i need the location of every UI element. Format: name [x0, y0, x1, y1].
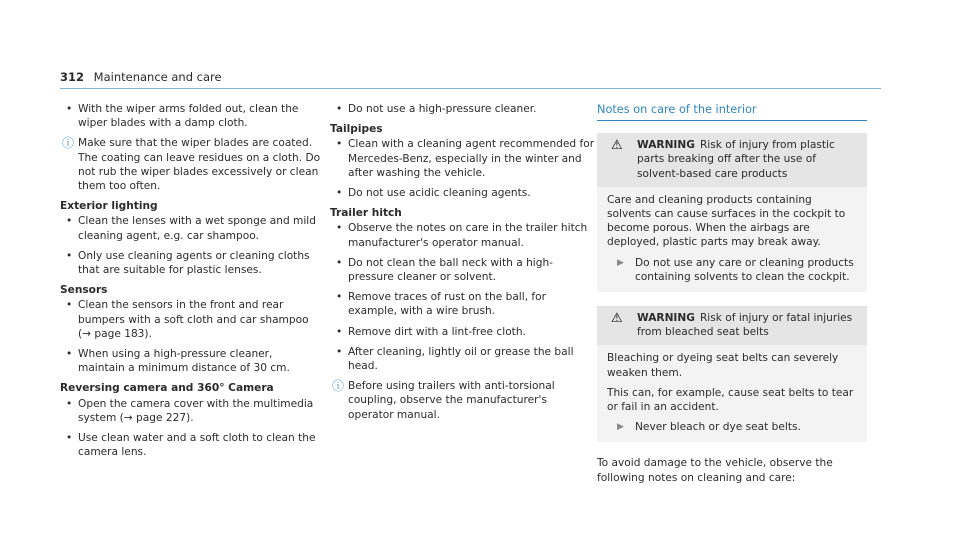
- info-note: [60, 136, 322, 193]
- warning-label: WARNING: [637, 312, 695, 325]
- page-number: 312: [60, 70, 85, 84]
- chapter-title: Maintenance and care: [93, 70, 222, 84]
- column-middle: [330, 102, 595, 428]
- warning-title: Risk of injury from plastic parts breaking off after the use of solvent-based care products: [637, 139, 835, 180]
- triangle-right-icon: ▶: [617, 257, 624, 268]
- subheading-tailpipes: Tailpipes: [330, 123, 383, 136]
- warning-paragraph: Bleaching or dyeing seat belts can severely weaken them.: [607, 352, 839, 379]
- list-item: • Only use cleaning agents or cleaning cloths that are suitable for plastic lenses.: [60, 249, 322, 277]
- column-left: [60, 102, 322, 465]
- list-item: • Open the camera cover with the multimedia system (→ page 227).: [60, 397, 322, 425]
- list-item: • Clean with a cleaning agent recommended for Mercedes-Benz, especially in the winter and after washing the vehicle.: [330, 137, 595, 180]
- warning-box: [597, 306, 867, 442]
- warning-title: Risk of injury or fatal injuries from bleached seat belts: [637, 312, 853, 339]
- warning-label: WARNING: [637, 139, 695, 152]
- list-item: • Remove dirt with a lint-free cloth.: [330, 325, 595, 339]
- action-text: Never bleach or dye seat belts.: [635, 421, 801, 434]
- warning-triangle-icon: ⚠: [611, 138, 623, 154]
- action-text: Do not use any care or cleaning products containing solvents to clean the cockpit.: [635, 256, 854, 283]
- warning-action: [607, 420, 857, 434]
- column-right: [597, 102, 867, 485]
- list-item: • Do not use acidic cleaning agents.: [330, 186, 595, 200]
- list-item: • With the wiper arms folded out, clean the wiper blades with a damp cloth.: [60, 102, 322, 130]
- info-circle-icon: ⓘ: [62, 136, 75, 151]
- warning-header: [597, 133, 867, 187]
- subheading-sensors: Sensors: [60, 284, 108, 297]
- note-text: Make sure that the wiper blades are coated. The coating can leave residues on a cloth. Do not rub the wiper blades excessively or clean them too often.: [78, 137, 321, 193]
- list-item: • When using a high-pressure cleaner, maintain a minimum distance of 30 cm.: [60, 347, 322, 375]
- list-item: • Do not use a high-pressure cleaner.: [330, 102, 595, 116]
- list-item: • Clean the sensors in the front and rear bumpers with a soft cloth and car shampoo (→ page 183).: [60, 298, 322, 341]
- list-item: • Clean the lenses with a wet sponge and mild cleaning agent, e.g. car shampoo.: [60, 214, 322, 242]
- section-title: Notes on care of the interior: [597, 102, 867, 121]
- warning-body: [597, 187, 867, 292]
- warning-header: [597, 306, 867, 345]
- info-note: [330, 379, 595, 422]
- list-item: • Do not clean the ball neck with a high-pressure cleaner or solvent.: [330, 256, 595, 284]
- warning-paragraph: Care and cleaning products containing solvents can cause surfaces in the cockpit to become porous. When the airbags are deployed, plastic parts may break away.: [607, 193, 846, 249]
- list-item: • After cleaning, lightly oil or grease the ball head.: [330, 345, 595, 373]
- list-item: • Observe the notes on care in the trailer hitch manufacturer's operator manual.: [330, 221, 595, 249]
- list-item: • Use clean water and a soft cloth to clean the camera lens.: [60, 431, 322, 459]
- header-divider: [60, 88, 881, 89]
- subheading-trailer-hitch: Trailer hitch: [330, 207, 402, 220]
- info-circle-icon: ⓘ: [332, 379, 345, 394]
- note-text: Before using trailers with anti-torsional coupling, observe the manufacturer's operator manual.: [348, 380, 555, 421]
- warning-paragraph: This can, for example, cause seat belts to tear or fail in an accident.: [607, 386, 854, 414]
- closing-paragraph: To avoid damage to the vehicle, observe the following notes on cleaning and care:: [597, 457, 833, 484]
- warning-action: [607, 256, 857, 284]
- subheading-exterior-lighting: Exterior lighting: [60, 200, 158, 213]
- list-item: • Remove traces of rust on the ball, for example, with a wire brush.: [330, 290, 595, 318]
- warning-box: [597, 133, 867, 292]
- triangle-right-icon: ▶: [617, 422, 624, 433]
- page-header: [60, 70, 222, 84]
- warning-triangle-icon: ⚠: [611, 311, 623, 327]
- subheading-reversing-camera: Reversing camera and 360° Camera: [60, 382, 274, 395]
- warning-body: [597, 345, 867, 442]
